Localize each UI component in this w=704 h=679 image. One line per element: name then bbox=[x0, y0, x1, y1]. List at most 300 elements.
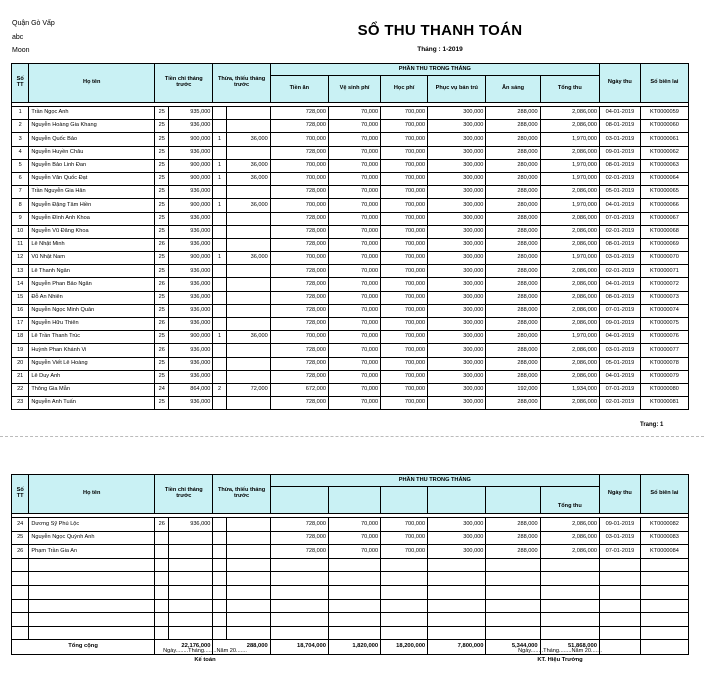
cell-excess-days bbox=[213, 531, 226, 545]
cell-name bbox=[29, 613, 155, 627]
cell-receipt bbox=[640, 599, 688, 613]
col-total: Tổng thu bbox=[540, 76, 599, 103]
table-row bbox=[12, 344, 689, 357]
cell-name: Nguyễn Bảo Linh Đan bbox=[29, 159, 155, 172]
cell-prev-amount bbox=[169, 599, 213, 613]
cell-receipt: KT0000065 bbox=[640, 186, 688, 199]
cell-total bbox=[540, 613, 599, 627]
cell-prev-days: 26 bbox=[155, 344, 169, 357]
cell-stt: 20 bbox=[12, 357, 29, 370]
totals-prev-spent: 22,176,000 bbox=[155, 640, 213, 655]
cell-excess-amount bbox=[226, 120, 270, 133]
cell-prev-amount: 936,000 bbox=[169, 238, 213, 251]
cell-excess-amount bbox=[226, 518, 270, 532]
cell-date: 09-01-2019 bbox=[599, 518, 640, 532]
cell-breakfast: 288,000 bbox=[486, 357, 540, 370]
cell-date bbox=[599, 613, 640, 627]
cell-excess-days bbox=[213, 344, 226, 357]
cell-prev-days: 24 bbox=[155, 383, 169, 396]
cell-total bbox=[540, 585, 599, 599]
cell-prev-amount bbox=[169, 531, 213, 545]
cell-name bbox=[29, 626, 155, 640]
cell-meal: 728,000 bbox=[270, 238, 328, 251]
cell-excess-amount bbox=[226, 558, 270, 572]
cell-breakfast bbox=[486, 585, 540, 599]
cell-hygiene: 70,000 bbox=[328, 146, 380, 159]
cell-receipt: KT0000084 bbox=[640, 545, 688, 559]
table-row bbox=[12, 370, 689, 383]
cell-date: 05-01-2019 bbox=[599, 186, 640, 199]
cell-prev-amount bbox=[169, 558, 213, 572]
page-number: Trang: 1 bbox=[640, 422, 664, 428]
col-excess-2: Thừa, thiếu tháng trước bbox=[213, 475, 270, 514]
cell-stt: 10 bbox=[12, 225, 29, 238]
cell-boarding: 300,000 bbox=[428, 159, 486, 172]
cell-prev-days: 25 bbox=[155, 370, 169, 383]
totals-total: 51,868,000 bbox=[540, 640, 599, 655]
cell-stt: 2 bbox=[12, 120, 29, 133]
col-breakfast: Ăn sáng bbox=[486, 76, 540, 103]
cell-hygiene: 70,000 bbox=[328, 518, 380, 532]
cell-hygiene: 70,000 bbox=[328, 107, 380, 120]
cell-total: 1,970,000 bbox=[540, 199, 599, 212]
cell-excess-amount bbox=[226, 357, 270, 370]
ledger-body-page-1 bbox=[12, 107, 689, 410]
table-row bbox=[12, 146, 689, 159]
cell-excess-days bbox=[213, 558, 226, 572]
cell-name: Nguyễn Vũ Đăng Khoa bbox=[29, 225, 155, 238]
cell-breakfast: 288,000 bbox=[486, 344, 540, 357]
cell-hygiene: 70,000 bbox=[328, 186, 380, 199]
cell-hygiene: 70,000 bbox=[328, 531, 380, 545]
cell-name bbox=[29, 572, 155, 586]
cell-stt: 4 bbox=[12, 146, 29, 159]
cell-meal: 700,000 bbox=[270, 331, 328, 344]
cell-meal: 728,000 bbox=[270, 225, 328, 238]
cell-tuition: 700,000 bbox=[381, 107, 428, 120]
table-row bbox=[12, 383, 689, 396]
cell-boarding: 300,000 bbox=[428, 344, 486, 357]
cell-date bbox=[599, 585, 640, 599]
ledger-table-page-1 bbox=[11, 63, 689, 410]
cell-excess-days bbox=[213, 120, 226, 133]
cell-meal: 728,000 bbox=[270, 304, 328, 317]
cell-breakfast: 288,000 bbox=[486, 146, 540, 159]
cell-receipt: KT0000068 bbox=[640, 225, 688, 238]
table-row bbox=[12, 304, 689, 317]
cell-meal: 728,000 bbox=[270, 531, 328, 545]
cell-excess-days: 1 bbox=[213, 331, 226, 344]
cell-stt: 14 bbox=[12, 278, 29, 291]
cell-prev-amount: 864,000 bbox=[169, 383, 213, 396]
col-name-2: Họ tên bbox=[29, 475, 155, 514]
cell-receipt bbox=[640, 585, 688, 599]
cell-boarding: 300,000 bbox=[428, 133, 486, 146]
cell-tuition bbox=[381, 558, 428, 572]
cell-hygiene: 70,000 bbox=[328, 278, 380, 291]
cell-boarding: 300,000 bbox=[428, 291, 486, 304]
cell-name: Nguyễn Ngọc Minh Quân bbox=[29, 304, 155, 317]
cell-breakfast: 288,000 bbox=[486, 265, 540, 278]
cell-total: 1,970,000 bbox=[540, 172, 599, 185]
cell-prev-days: 26 bbox=[155, 238, 169, 251]
col-date-2: Ngày thu bbox=[599, 475, 640, 514]
cell-boarding: 300,000 bbox=[428, 370, 486, 383]
table-row bbox=[12, 278, 689, 291]
cell-breakfast: 288,000 bbox=[486, 107, 540, 120]
cell-tuition: 700,000 bbox=[381, 133, 428, 146]
cell-breakfast: 280,000 bbox=[486, 331, 540, 344]
cell-meal: 728,000 bbox=[270, 318, 328, 331]
cell-date: 08-01-2019 bbox=[599, 159, 640, 172]
table-row bbox=[12, 238, 689, 251]
cell-excess-days bbox=[213, 545, 226, 559]
cell-excess-amount: 36,000 bbox=[226, 133, 270, 146]
cell-stt: 16 bbox=[12, 304, 29, 317]
cell-stt: 18 bbox=[12, 331, 29, 344]
cell-excess-days bbox=[213, 318, 226, 331]
cell-meal bbox=[270, 599, 328, 613]
cell-stt: 17 bbox=[12, 318, 29, 331]
cell-prev-amount: 900,000 bbox=[169, 159, 213, 172]
cell-breakfast: 288,000 bbox=[486, 291, 540, 304]
cell-hygiene bbox=[328, 585, 380, 599]
cell-date: 04-01-2019 bbox=[599, 107, 640, 120]
col-prev-spent: Tiền chi tháng trước bbox=[155, 64, 213, 103]
cell-name: Nguyễn Đình Anh Khoa bbox=[29, 212, 155, 225]
cell-excess-amount bbox=[226, 238, 270, 251]
cell-breakfast: 288,000 bbox=[486, 518, 540, 532]
cell-receipt: KT0000074 bbox=[640, 304, 688, 317]
cell-prev-amount: 936,000 bbox=[169, 186, 213, 199]
totals-tuition: 18,200,000 bbox=[381, 640, 428, 655]
cell-total: 2,086,000 bbox=[540, 225, 599, 238]
cell-excess-amount bbox=[226, 370, 270, 383]
cell-breakfast: 288,000 bbox=[486, 370, 540, 383]
cell-excess-amount bbox=[226, 212, 270, 225]
cell-tuition: 700,000 bbox=[381, 518, 428, 532]
cell-date: 03-01-2019 bbox=[599, 531, 640, 545]
cell-meal: 728,000 bbox=[270, 370, 328, 383]
col-boarding: Phục vụ bán trú bbox=[428, 76, 486, 103]
cell-name: Trần Nguyễn Gia Hân bbox=[29, 186, 155, 199]
cell-prev-days bbox=[155, 613, 169, 627]
cell-date: 07-01-2019 bbox=[599, 212, 640, 225]
cell-prev-amount: 936,000 bbox=[169, 344, 213, 357]
cell-total: 1,970,000 bbox=[540, 252, 599, 265]
col-group-income: PHẦN THU TRONG THÁNG bbox=[270, 64, 599, 76]
cell-tuition bbox=[381, 585, 428, 599]
cell-prev-days: 25 bbox=[155, 397, 169, 410]
cell-excess-days bbox=[213, 585, 226, 599]
cell-excess-amount bbox=[226, 278, 270, 291]
cell-excess-amount bbox=[226, 225, 270, 238]
ledger-table-page-2 bbox=[11, 474, 689, 655]
cell-receipt: KT0000069 bbox=[640, 238, 688, 251]
cell-excess-amount bbox=[226, 397, 270, 410]
cell-meal bbox=[270, 558, 328, 572]
table-row bbox=[12, 572, 689, 586]
cell-excess-amount bbox=[226, 585, 270, 599]
signature-principal-role: KT. Hiệu Trưởng bbox=[537, 657, 583, 663]
cell-date: 03-01-2019 bbox=[599, 344, 640, 357]
cell-prev-amount: 936,000 bbox=[169, 304, 213, 317]
cell-stt: 1 bbox=[12, 107, 29, 120]
cell-stt bbox=[12, 613, 29, 627]
cell-meal: 728,000 bbox=[270, 120, 328, 133]
cell-prev-days: 25 bbox=[155, 107, 169, 120]
cell-excess-days bbox=[213, 278, 226, 291]
cell-total bbox=[540, 572, 599, 586]
cell-prev-days bbox=[155, 626, 169, 640]
cell-total bbox=[540, 558, 599, 572]
cell-date bbox=[599, 626, 640, 640]
cell-date bbox=[599, 558, 640, 572]
cell-excess-days: 1 bbox=[213, 172, 226, 185]
cell-boarding: 300,000 bbox=[428, 383, 486, 396]
cell-excess-days: 2 bbox=[213, 383, 226, 396]
cell-prev-amount: 935,000 bbox=[169, 107, 213, 120]
col-meal-2 bbox=[270, 487, 328, 514]
cell-receipt: KT0000061 bbox=[640, 133, 688, 146]
cell-excess-amount bbox=[226, 531, 270, 545]
cell-name: Lê Duy Anh bbox=[29, 370, 155, 383]
cell-boarding bbox=[428, 626, 486, 640]
cell-tuition bbox=[381, 572, 428, 586]
cell-receipt: KT0000064 bbox=[640, 172, 688, 185]
cell-date: 04-01-2019 bbox=[599, 331, 640, 344]
col-hygiene-2 bbox=[328, 487, 380, 514]
cell-meal bbox=[270, 613, 328, 627]
table-row bbox=[12, 133, 689, 146]
cell-prev-amount: 900,000 bbox=[169, 331, 213, 344]
cell-excess-amount bbox=[226, 146, 270, 159]
cell-boarding bbox=[428, 572, 486, 586]
table-row bbox=[12, 186, 689, 199]
cell-prev-amount: 936,000 bbox=[169, 518, 213, 532]
cell-stt: 7 bbox=[12, 186, 29, 199]
cell-tuition: 700,000 bbox=[381, 238, 428, 251]
cell-excess-days bbox=[213, 291, 226, 304]
table-row bbox=[12, 545, 689, 559]
cell-total bbox=[540, 626, 599, 640]
cell-breakfast: 280,000 bbox=[486, 252, 540, 265]
cell-hygiene: 70,000 bbox=[328, 318, 380, 331]
cell-stt: 22 bbox=[12, 383, 29, 396]
table-row bbox=[12, 613, 689, 627]
cell-stt: 24 bbox=[12, 518, 29, 532]
cell-receipt: KT0000063 bbox=[640, 159, 688, 172]
cell-total: 2,086,000 bbox=[540, 518, 599, 532]
cell-boarding: 300,000 bbox=[428, 212, 486, 225]
cell-date: 02-01-2019 bbox=[599, 265, 640, 278]
cell-prev-amount bbox=[169, 545, 213, 559]
cell-breakfast: 280,000 bbox=[486, 133, 540, 146]
cell-receipt: KT0000066 bbox=[640, 199, 688, 212]
cell-meal: 728,000 bbox=[270, 107, 328, 120]
cell-prev-days: 25 bbox=[155, 357, 169, 370]
cell-date: 05-01-2019 bbox=[599, 357, 640, 370]
col-total-2: Tổng thu bbox=[540, 487, 599, 514]
cell-name: Nguyễn Anh Tuấn bbox=[29, 397, 155, 410]
cell-excess-days bbox=[213, 146, 226, 159]
cell-date: 03-01-2019 bbox=[599, 133, 640, 146]
col-receipt: Số biên lai bbox=[640, 64, 688, 103]
cell-receipt: KT0000079 bbox=[640, 370, 688, 383]
cell-breakfast: 288,000 bbox=[486, 186, 540, 199]
cell-breakfast: 288,000 bbox=[486, 120, 540, 133]
cell-date: 08-01-2019 bbox=[599, 291, 640, 304]
cell-name bbox=[29, 558, 155, 572]
cell-hygiene bbox=[328, 613, 380, 627]
cell-hygiene: 70,000 bbox=[328, 120, 380, 133]
cell-name: Nguyễn Văn Quốc Đạt bbox=[29, 172, 155, 185]
totals-meal: 18,704,000 bbox=[270, 640, 328, 655]
table-row bbox=[12, 357, 689, 370]
signature-principal-date: Ngày........Tháng........Năm 20....... bbox=[518, 648, 602, 654]
cell-meal: 728,000 bbox=[270, 186, 328, 199]
col-breakfast-2 bbox=[486, 487, 540, 514]
cell-tuition bbox=[381, 626, 428, 640]
cell-prev-days: 26 bbox=[155, 318, 169, 331]
cell-total: 2,086,000 bbox=[540, 146, 599, 159]
cell-excess-days bbox=[213, 357, 226, 370]
cell-prev-amount bbox=[169, 626, 213, 640]
cell-name bbox=[29, 585, 155, 599]
cell-prev-days bbox=[155, 545, 169, 559]
cell-prev-amount: 936,000 bbox=[169, 357, 213, 370]
cell-breakfast: 288,000 bbox=[486, 304, 540, 317]
cell-prev-amount: 936,000 bbox=[169, 291, 213, 304]
cell-boarding: 300,000 bbox=[428, 252, 486, 265]
cell-prev-days: 25 bbox=[155, 252, 169, 265]
cell-prev-days: 25 bbox=[155, 172, 169, 185]
cell-hygiene bbox=[328, 558, 380, 572]
cell-tuition: 700,000 bbox=[381, 397, 428, 410]
cell-hygiene: 70,000 bbox=[328, 265, 380, 278]
cell-meal: 700,000 bbox=[270, 133, 328, 146]
cell-excess-days: 1 bbox=[213, 133, 226, 146]
cell-hygiene bbox=[328, 572, 380, 586]
cell-prev-amount: 936,000 bbox=[169, 212, 213, 225]
cell-prev-days: 25 bbox=[155, 186, 169, 199]
table-row bbox=[12, 599, 689, 613]
table-row bbox=[12, 107, 689, 120]
cell-name: Nguyễn Viết Lê Hoàng bbox=[29, 357, 155, 370]
cell-stt: 8 bbox=[12, 199, 29, 212]
cell-stt: 21 bbox=[12, 370, 29, 383]
cell-prev-days: 25 bbox=[155, 159, 169, 172]
cell-hygiene: 70,000 bbox=[328, 133, 380, 146]
cell-stt: 6 bbox=[12, 172, 29, 185]
cell-meal: 728,000 bbox=[270, 265, 328, 278]
cell-hygiene: 70,000 bbox=[328, 397, 380, 410]
cell-hygiene: 70,000 bbox=[328, 357, 380, 370]
cell-excess-days bbox=[213, 238, 226, 251]
cell-name: Nguyễn Hữu Thiên bbox=[29, 318, 155, 331]
cell-meal: 700,000 bbox=[270, 252, 328, 265]
cell-hygiene: 70,000 bbox=[328, 252, 380, 265]
table-row bbox=[12, 199, 689, 212]
table-row bbox=[12, 397, 689, 410]
cell-total: 1,970,000 bbox=[540, 159, 599, 172]
cell-meal: 728,000 bbox=[270, 291, 328, 304]
cell-prev-days bbox=[155, 585, 169, 599]
cell-total: 1,970,000 bbox=[540, 331, 599, 344]
cell-hygiene: 70,000 bbox=[328, 159, 380, 172]
cell-hygiene: 70,000 bbox=[328, 383, 380, 396]
cell-stt: 5 bbox=[12, 159, 29, 172]
cell-meal: 700,000 bbox=[270, 159, 328, 172]
cell-prev-days: 25 bbox=[155, 265, 169, 278]
cell-date: 08-01-2019 bbox=[599, 238, 640, 251]
cell-excess-days bbox=[213, 626, 226, 640]
cell-prev-amount: 936,000 bbox=[169, 146, 213, 159]
cell-excess-days bbox=[213, 212, 226, 225]
cell-hygiene bbox=[328, 599, 380, 613]
cell-excess-amount bbox=[226, 291, 270, 304]
table-row bbox=[12, 159, 689, 172]
cell-date: 09-01-2019 bbox=[599, 318, 640, 331]
cell-prev-amount: 900,000 bbox=[169, 199, 213, 212]
cell-receipt bbox=[640, 572, 688, 586]
cell-boarding: 300,000 bbox=[428, 225, 486, 238]
cell-total: 2,086,000 bbox=[540, 357, 599, 370]
cell-date: 02-01-2019 bbox=[599, 225, 640, 238]
cell-receipt bbox=[640, 626, 688, 640]
col-tuition: Học phí bbox=[381, 76, 428, 103]
signature-accountant-date: Ngày........Tháng........Năm 20....... bbox=[163, 648, 247, 654]
cell-name: Vũ Nhật Nam bbox=[29, 252, 155, 265]
cell-total: 2,086,000 bbox=[540, 291, 599, 304]
cell-meal: 728,000 bbox=[270, 545, 328, 559]
cell-breakfast bbox=[486, 558, 540, 572]
cell-receipt: KT0000081 bbox=[640, 397, 688, 410]
page-title: SỔ THU THANH TOÁN bbox=[357, 22, 523, 39]
cell-stt bbox=[12, 626, 29, 640]
cell-boarding: 300,000 bbox=[428, 331, 486, 344]
table-row bbox=[12, 518, 689, 532]
cell-breakfast: 280,000 bbox=[486, 199, 540, 212]
cell-prev-amount: 936,000 bbox=[169, 318, 213, 331]
cell-date: 07-01-2019 bbox=[599, 383, 640, 396]
header-line-3: Moon bbox=[12, 47, 30, 54]
cell-boarding: 300,000 bbox=[428, 107, 486, 120]
cell-date: 08-01-2019 bbox=[599, 120, 640, 133]
cell-prev-days: 25 bbox=[155, 304, 169, 317]
cell-date: 07-01-2019 bbox=[599, 304, 640, 317]
cell-name: Phạm Trần Gia An bbox=[29, 545, 155, 559]
cell-excess-days bbox=[213, 265, 226, 278]
cell-stt: 11 bbox=[12, 238, 29, 251]
cell-prev-amount: 936,000 bbox=[169, 397, 213, 410]
cell-prev-amount bbox=[169, 572, 213, 586]
cell-name: Dương Sỹ Phú Lộc bbox=[29, 518, 155, 532]
cell-prev-amount bbox=[169, 585, 213, 599]
cell-meal bbox=[270, 572, 328, 586]
cell-total: 2,086,000 bbox=[540, 120, 599, 133]
cell-prev-days: 25 bbox=[155, 225, 169, 238]
totals-hygiene: 1,820,000 bbox=[328, 640, 380, 655]
cell-hygiene: 70,000 bbox=[328, 225, 380, 238]
cell-breakfast bbox=[486, 599, 540, 613]
cell-excess-amount: 72,000 bbox=[226, 383, 270, 396]
cell-receipt: KT0000083 bbox=[640, 531, 688, 545]
cell-boarding: 300,000 bbox=[428, 199, 486, 212]
cell-receipt: KT0000070 bbox=[640, 252, 688, 265]
cell-breakfast: 288,000 bbox=[486, 318, 540, 331]
cell-total: 1,970,000 bbox=[540, 133, 599, 146]
